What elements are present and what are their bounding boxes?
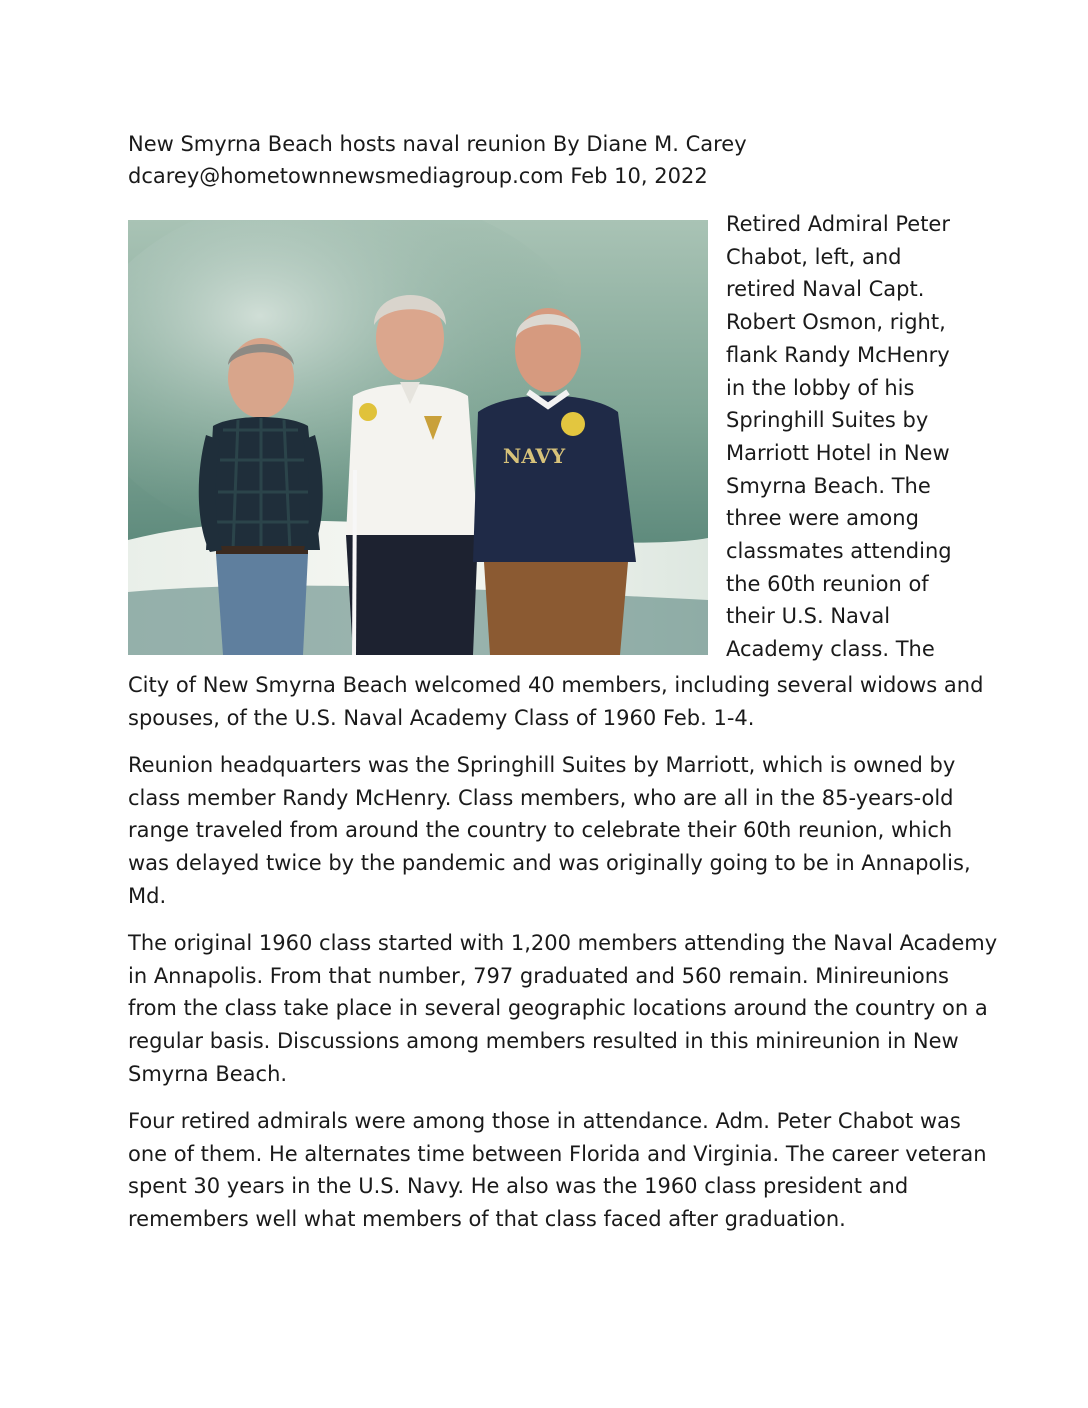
paragraph-line: in Annapolis. From that number, 797 graduated and 560 remain. Minireunions (128, 963, 949, 988)
caption-line: retired Naval Capt. (726, 277, 925, 302)
caption-line: Smyrna Beach. The (726, 473, 931, 498)
caption-line: flank Randy McHenry (726, 342, 950, 367)
reunion-photo (128, 220, 708, 655)
paragraph-line: remembers well what members of that class faced after graduation. (128, 1207, 846, 1232)
headline-byline-line: dcarey@hometownnewsmediagroup.com Feb 10, 2022 (128, 164, 708, 188)
caption-line: their U.S. Naval (726, 604, 891, 629)
paragraph-3 (128, 927, 998, 1091)
paragraph-4 (128, 1105, 987, 1236)
paragraph-line: from the class take place in several geographic locations around the country on a (128, 996, 988, 1021)
paragraph-line: one of them. He alternates time between Florida and Virginia. The career veteran (128, 1141, 987, 1166)
paragraph-line: range traveled from around the country to celebrate their 60th reunion, which (128, 818, 953, 843)
paragraph-line: Smyrna Beach. (128, 1061, 288, 1086)
paragraph-line: The original 1960 class started with 1,200 members attending the Naval Academy (128, 931, 998, 955)
caption-line: Marriott Hotel in New (726, 440, 950, 465)
article-headline (128, 128, 968, 192)
paragraph-line: City of New Smyrna Beach welcomed 40 members, including several widows and (128, 673, 984, 697)
headline-line: New Smyrna Beach hosts naval reunion By Diane M. Carey (128, 132, 747, 156)
paragraph-line: spouses, of the U.S. Naval Academy Class of 1960 Feb. 1-4. (128, 705, 755, 730)
caption-line: three were among (726, 506, 919, 531)
paragraph-line: regular basis. Discussions among members resulted in this minireunion in New (128, 1029, 959, 1054)
paragraph-line: Reunion headquarters was the Springhill Suites by Marriott, which is owned by (128, 753, 956, 777)
caption-line: Academy class. The (726, 637, 935, 662)
caption-line: Retired Admiral Peter (726, 212, 950, 236)
caption-line: Chabot, left, and (726, 244, 902, 269)
caption-line: the 60th reunion of (726, 571, 929, 596)
caption-line: Springhill Suites by (726, 408, 929, 433)
reunion-photo-illustration (128, 220, 708, 655)
caption-line: in the lobby of his (726, 375, 915, 400)
photo-caption (726, 208, 971, 666)
sweater-navy-text: NAVY (503, 444, 566, 468)
paragraph-line: class member Randy McHenry. Class members, who are all in the 85-years-old (128, 785, 954, 810)
paragraph-1 (128, 669, 984, 734)
paragraph-line: Four retired admirals were among those in attendance. Adm. Peter Chabot was (128, 1109, 961, 1133)
caption-line: Robert Osmon, right, (726, 310, 946, 335)
caption-line: classmates attending (726, 539, 952, 564)
paragraph-2 (128, 749, 971, 913)
paragraph-line: spent 30 years in the U.S. Navy. He also was the 1960 class president and (128, 1174, 909, 1199)
paragraph-line: Md. (128, 883, 167, 908)
paragraph-line: was delayed twice by the pandemic and was originally going to be in Annapolis, (128, 851, 971, 876)
